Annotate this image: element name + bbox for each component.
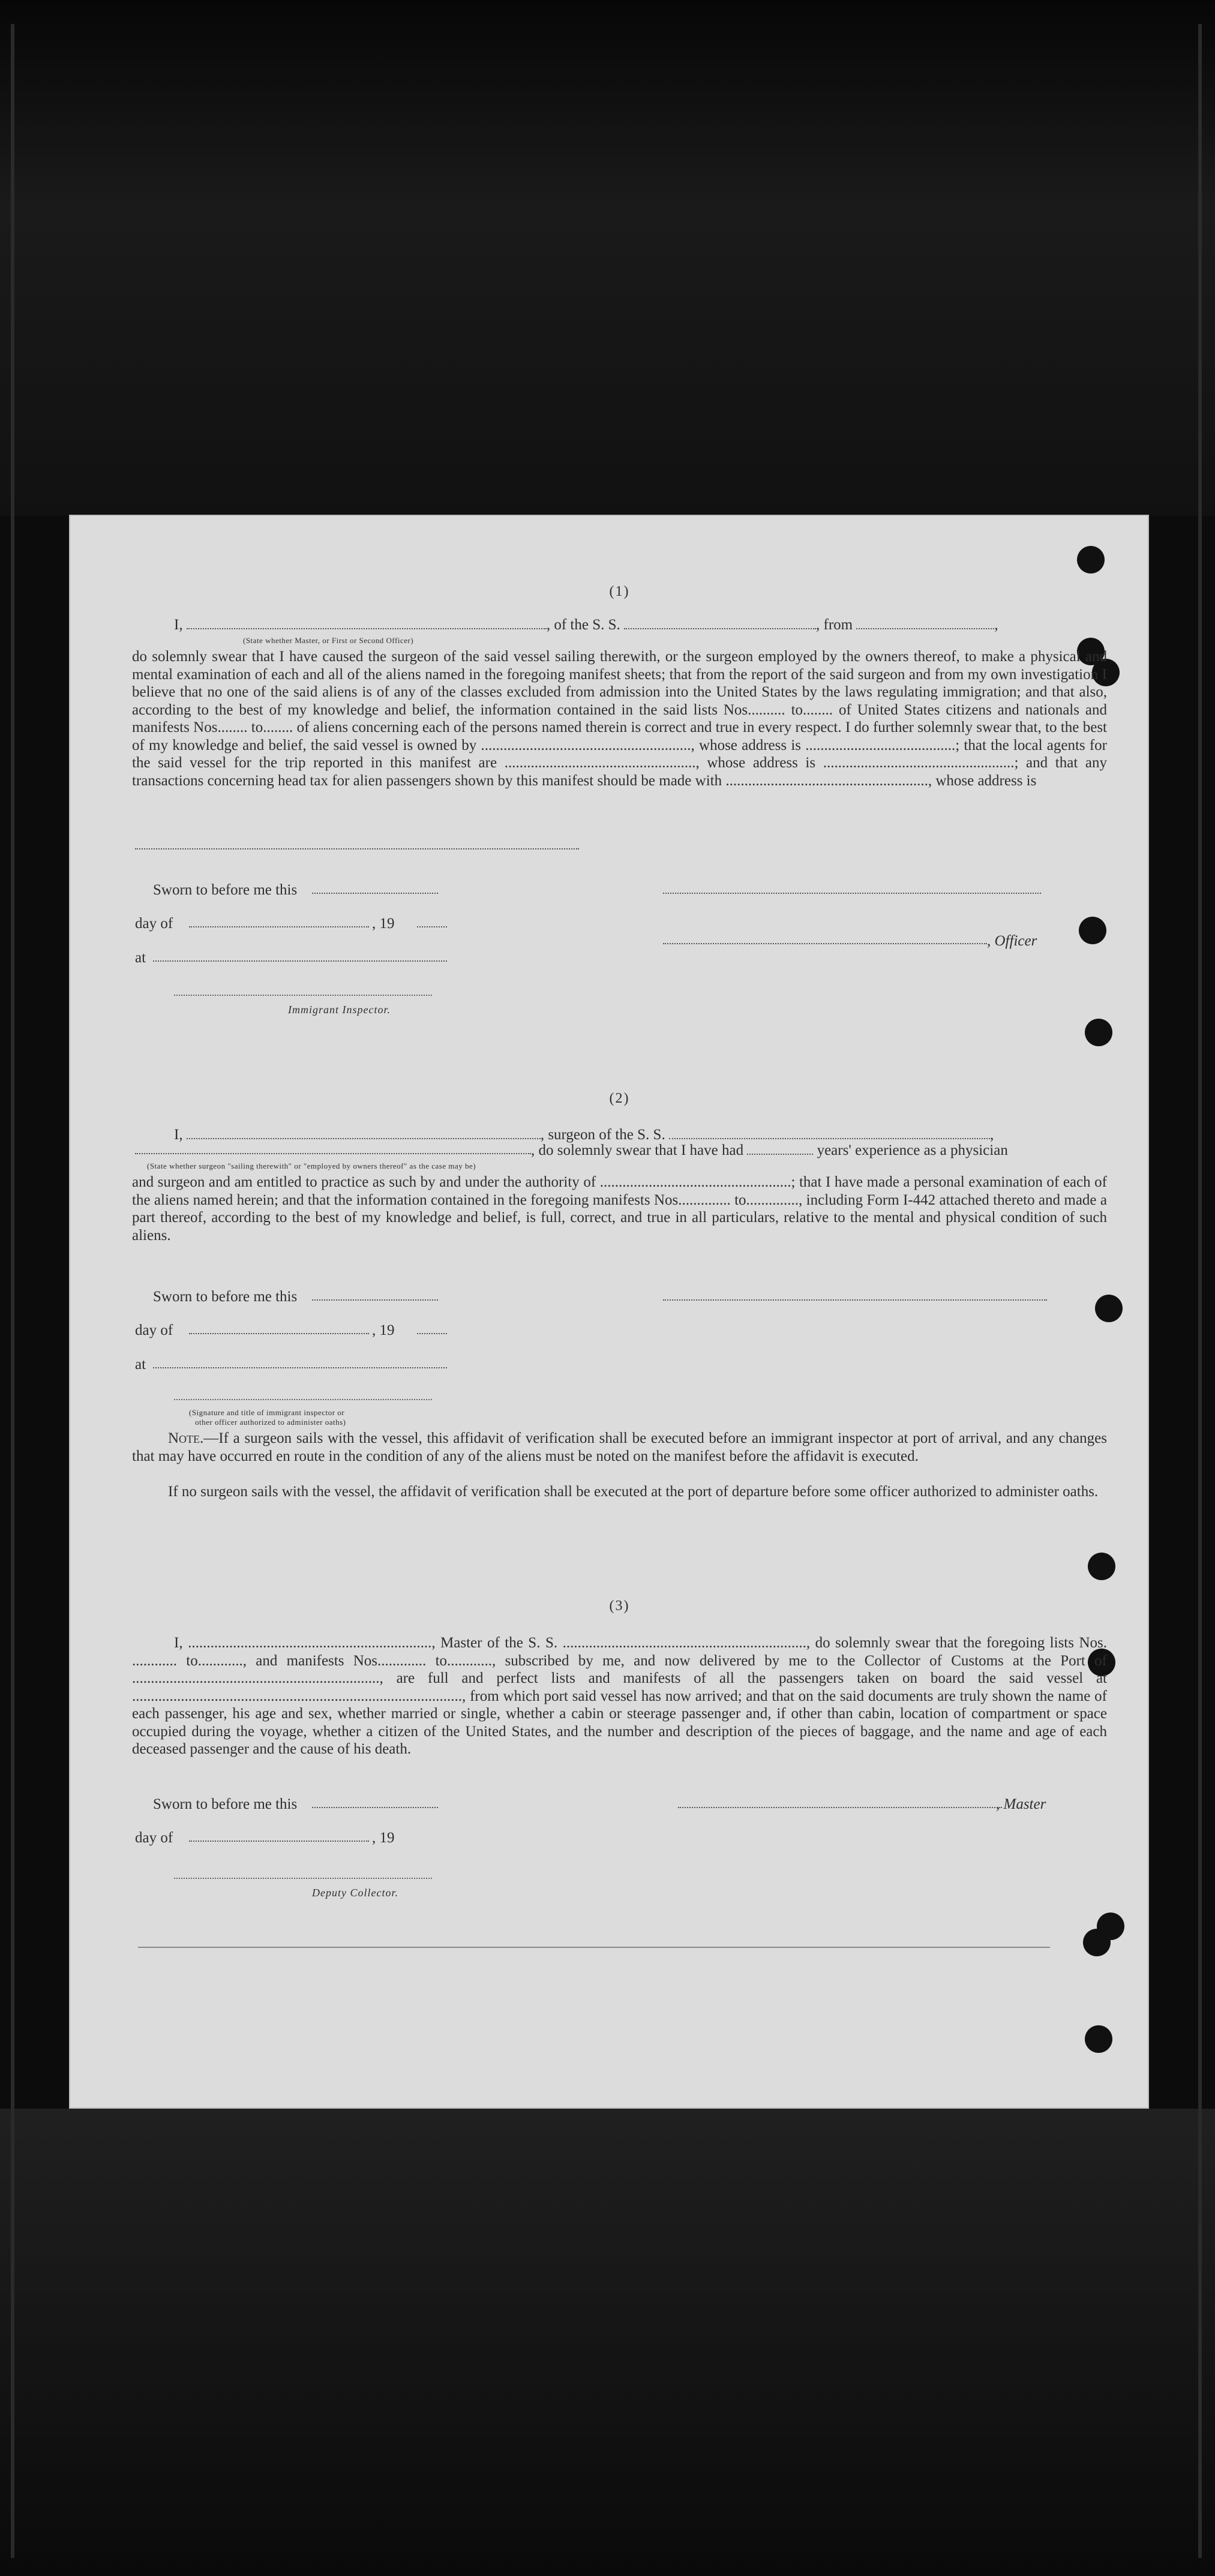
sworn-date-blank[interactable] bbox=[312, 1299, 438, 1301]
intro-text: I, bbox=[174, 1127, 183, 1143]
sworn-line: Sworn to before me this bbox=[153, 1796, 298, 1812]
address-blank[interactable] bbox=[135, 848, 579, 849]
section-3-body: I, ................................................................., Master of the S. S. ................................................................., do solemnly swear that the foregoing lists Nos. ............ to............, and manifests Nos............. to............, subscribed by me, and now delivered by me to the Collector of Customs at the Port of .................................................................., are full and perfect lists and manifests of all the passengers taken on board the said vessel at ........................................................................................, from which port said vessel has now arrived; and that on the said documents are truly shown the name of each passenger, his age and sex, whether married or single, whether a cabin or steerage passenger and, if other than cabin, location of compartment or space occupied during the voyage, whether a citizen of the United States, and the number and description of the pieces of baggage, and the name and age of each deceased passenger and the cause of his death. bbox=[132, 1635, 1107, 1757]
section-1-intro: I, , of the S. S. , from , bbox=[174, 617, 998, 633]
officer-title-blank[interactable] bbox=[663, 943, 987, 944]
section-2-number: (2) bbox=[609, 1091, 630, 1106]
section-3-number: (3) bbox=[609, 1598, 630, 1614]
film-background-top bbox=[0, 0, 1215, 516]
collector-signature-blank[interactable] bbox=[174, 1878, 432, 1879]
punch-hole bbox=[1085, 2025, 1112, 2053]
inspector-signature-blank[interactable] bbox=[174, 995, 432, 996]
note-label: Note. bbox=[168, 1430, 204, 1446]
signature-caption-1: (Signature and title of immigrant inspector or bbox=[189, 1408, 345, 1417]
punch-hole bbox=[1083, 1929, 1111, 1956]
film-background-bottom bbox=[0, 2109, 1215, 2576]
at-label: at bbox=[135, 1356, 146, 1373]
surgeon-signature-blank[interactable] bbox=[663, 1299, 1047, 1301]
vessel-name-blank[interactable] bbox=[669, 1127, 990, 1139]
punch-hole bbox=[1088, 1553, 1115, 1580]
master-label: , Master bbox=[996, 1796, 1046, 1812]
intro-text: I, bbox=[174, 617, 183, 633]
section-2-caption: (State whether surgeon "sailing therewith" or "employed by owners thereof" as the case may be) bbox=[147, 1161, 476, 1170]
surgeon-of-text: , surgeon of the S. S. bbox=[540, 1127, 665, 1143]
years-blank[interactable] bbox=[747, 1143, 813, 1155]
officer-signature-blank[interactable] bbox=[663, 893, 1041, 894]
year-blank[interactable] bbox=[417, 1333, 447, 1334]
punch-hole bbox=[1079, 917, 1106, 944]
section-1-body: do solemnly swear that I have caused the surgeon of the said vessel sailing therewith, or the surgeon employed by the owners thereof, to make a physical and mental examination of each and all of the aliens named in the foregoing manifest sheets; that from the report of the said surgeon and from my own investigation I believe that no one of the said aliens is of any of the classes excluded from admission into the United States by the laws regulating immigration; and that also, according to the best of my knowledge and belief, the information contained in the said lists Nos.......... to........ of United States citizens and nationals and manifests Nos........ to........ of aliens concerning each of the persons named therein is correct and true in every respect. I do further solemnly swear that, to the best of my knowledge and belief, the said vessel is owned by ........................................................, whose address is ........................................; that the local agents for the said vessel for the trip reported in this manifest are ..................................................., whose address is ...................................................; and that any transactions concerning head tax for alien passengers shown by this manifest should be made with ......................................................, whose address is bbox=[132, 648, 1107, 789]
sworn-date-blank[interactable] bbox=[312, 1807, 438, 1808]
officer-signature-blank[interactable] bbox=[174, 1399, 432, 1400]
film-edge-left bbox=[11, 24, 14, 2558]
day-of-label: day of bbox=[135, 915, 173, 932]
officer-label: , Officer bbox=[987, 933, 1037, 949]
note-paragraph bbox=[132, 1430, 1107, 1465]
at-label: at bbox=[135, 950, 146, 966]
sworn-line: Sworn to before me this bbox=[153, 1289, 298, 1305]
affidavit-page bbox=[69, 515, 1149, 2109]
at-blank[interactable] bbox=[153, 1367, 447, 1368]
day-of-blank[interactable] bbox=[189, 1841, 369, 1842]
officer-name-blank[interactable] bbox=[187, 617, 547, 629]
section-1-number: (1) bbox=[609, 584, 630, 599]
year-label: , 19 bbox=[372, 915, 395, 932]
sworn-date-blank[interactable] bbox=[312, 893, 438, 894]
swear-text: , do solemnly swear that I have had bbox=[531, 1142, 744, 1158]
sworn-line: Sworn to before me this bbox=[153, 882, 298, 898]
surgeon-status-blank[interactable] bbox=[135, 1153, 531, 1154]
section-2-swear bbox=[531, 1142, 1008, 1159]
section-2-body: and surgeon and am entitled to practice as such by and under the authority of ...................................................; that I have made a personal examination of each of the aliens named herein; and that the information contained in the foregoing manifests Nos.............. to.............., including Form I-442 attached thereto and made a part thereof, according to the best of my knowledge and belief, is full, correct, and true in all particulars, relative to the mental and physical condition of such aliens. bbox=[132, 1174, 1107, 1244]
inspector-label: Immigrant Inspector. bbox=[288, 1004, 391, 1016]
from-text: , from bbox=[816, 617, 853, 633]
of-ss-text: , of the S. S. bbox=[546, 617, 620, 633]
section-2-intro: I, , surgeon of the S. S. , bbox=[174, 1127, 994, 1143]
master-signature-blank[interactable] bbox=[678, 1807, 1002, 1808]
surgeon-name-blank[interactable] bbox=[187, 1127, 541, 1139]
year-label: , 19 bbox=[372, 1830, 395, 1846]
at-blank[interactable] bbox=[153, 960, 447, 962]
vessel-name-blank[interactable] bbox=[624, 617, 816, 629]
note-paragraph-2: If no surgeon sails with the vessel, the affidavit of verification shall be executed at the port of departure before some officer authorized to administer oaths. bbox=[168, 1484, 1099, 1500]
punch-hole bbox=[1085, 1019, 1112, 1046]
years-text: years' experience as a physician bbox=[817, 1142, 1008, 1158]
punch-hole bbox=[1077, 546, 1105, 574]
section-1-caption: (State whether Master, or First or Second Officer) bbox=[243, 636, 414, 645]
year-label: , 19 bbox=[372, 1322, 395, 1338]
punch-hole bbox=[1095, 1295, 1123, 1322]
day-of-blank[interactable] bbox=[189, 1333, 369, 1334]
film-edge-right bbox=[1198, 24, 1202, 2558]
collector-label: Deputy Collector. bbox=[312, 1887, 398, 1899]
note-text: —If a surgeon sails with the vessel, this affidavit of verification shall be executed before an immigrant inspector at port of arrival, and any changes that may have occurred en route in the condition of any of the aliens must be noted on the manifest before the affidavit is executed. bbox=[132, 1430, 1107, 1464]
bottom-rule bbox=[138, 1947, 1050, 1948]
day-of-blank[interactable] bbox=[189, 926, 369, 927]
port-from-blank[interactable] bbox=[856, 617, 994, 629]
year-blank[interactable] bbox=[417, 926, 447, 927]
day-of-label: day of bbox=[135, 1322, 173, 1338]
day-of-label: day of bbox=[135, 1830, 173, 1846]
signature-caption-2: other officer authorized to administer oaths) bbox=[195, 1418, 346, 1427]
